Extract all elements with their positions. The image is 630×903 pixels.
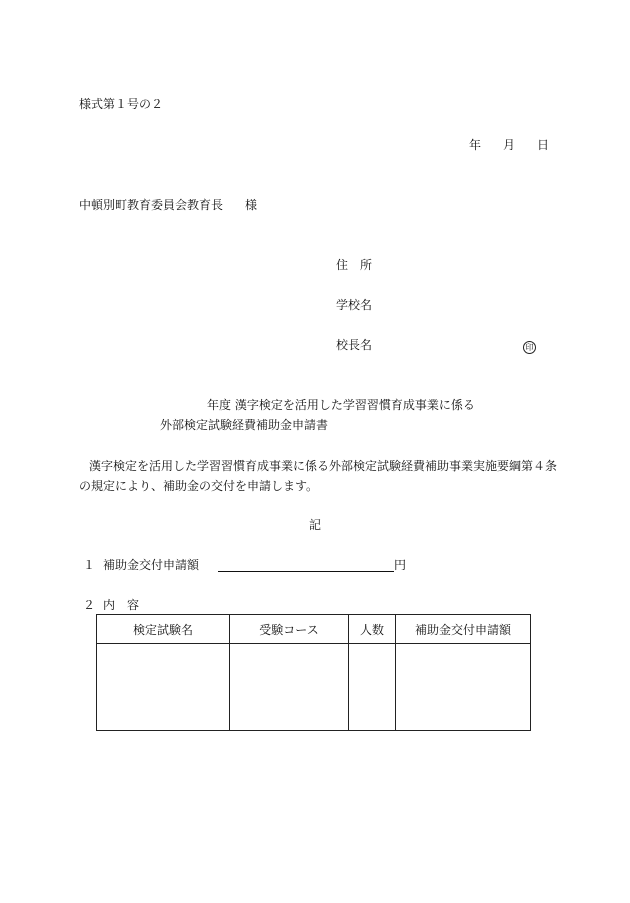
date-year: 年 (469, 138, 482, 152)
addressee-name: 中頓別町教育委員会教育長 (79, 198, 224, 212)
header-amount: 補助金交付申請額 (396, 615, 531, 644)
body-line-2: の規定により、補助金の交付を申請します。 (79, 479, 319, 493)
addressee-honorific: 様 (245, 198, 258, 212)
date-day: 日 (537, 138, 550, 152)
item1-label: 補助金交付申請額 (103, 558, 200, 572)
body-line-1: 漢字検定を活用した学習習慣育成事業に係る外部検定試験経費補助事業実施要綱第４条 (89, 459, 558, 473)
title-line-1: 年度 漢字検定を活用した学習習慣育成事業に係る (207, 398, 475, 412)
content-table (96, 614, 531, 731)
school-label: 学校名 (336, 298, 373, 312)
principal-label: 校長名 (336, 338, 373, 352)
title-line-2: 外部検定試験経費補助金申請書 (160, 418, 329, 432)
seal-mark (523, 339, 536, 354)
cell-exam-name[interactable] (97, 644, 230, 731)
item2-label: 内 容 (103, 598, 140, 612)
item1-unit: 円 (394, 558, 407, 572)
header-count: 人数 (349, 615, 396, 644)
date-line (469, 138, 549, 152)
seal-icon: 印 (523, 341, 536, 354)
ki-heading: 記 (309, 518, 322, 532)
amount-input-line[interactable] (218, 570, 394, 572)
address-label: 住 所 (336, 258, 373, 272)
date-month: 月 (503, 138, 516, 152)
table-row (97, 644, 531, 731)
cell-course[interactable] (230, 644, 349, 731)
header-course: 受験コース (230, 615, 349, 644)
cell-count[interactable] (349, 644, 396, 731)
item1-number: １ (83, 558, 96, 572)
form-number: 様式第１号の２ (79, 97, 164, 111)
cell-amount[interactable] (396, 644, 531, 731)
item2-number: ２ (83, 598, 96, 612)
header-exam-name: 検定試験名 (97, 615, 230, 644)
table-header-row (97, 615, 531, 644)
addressee (79, 198, 257, 212)
